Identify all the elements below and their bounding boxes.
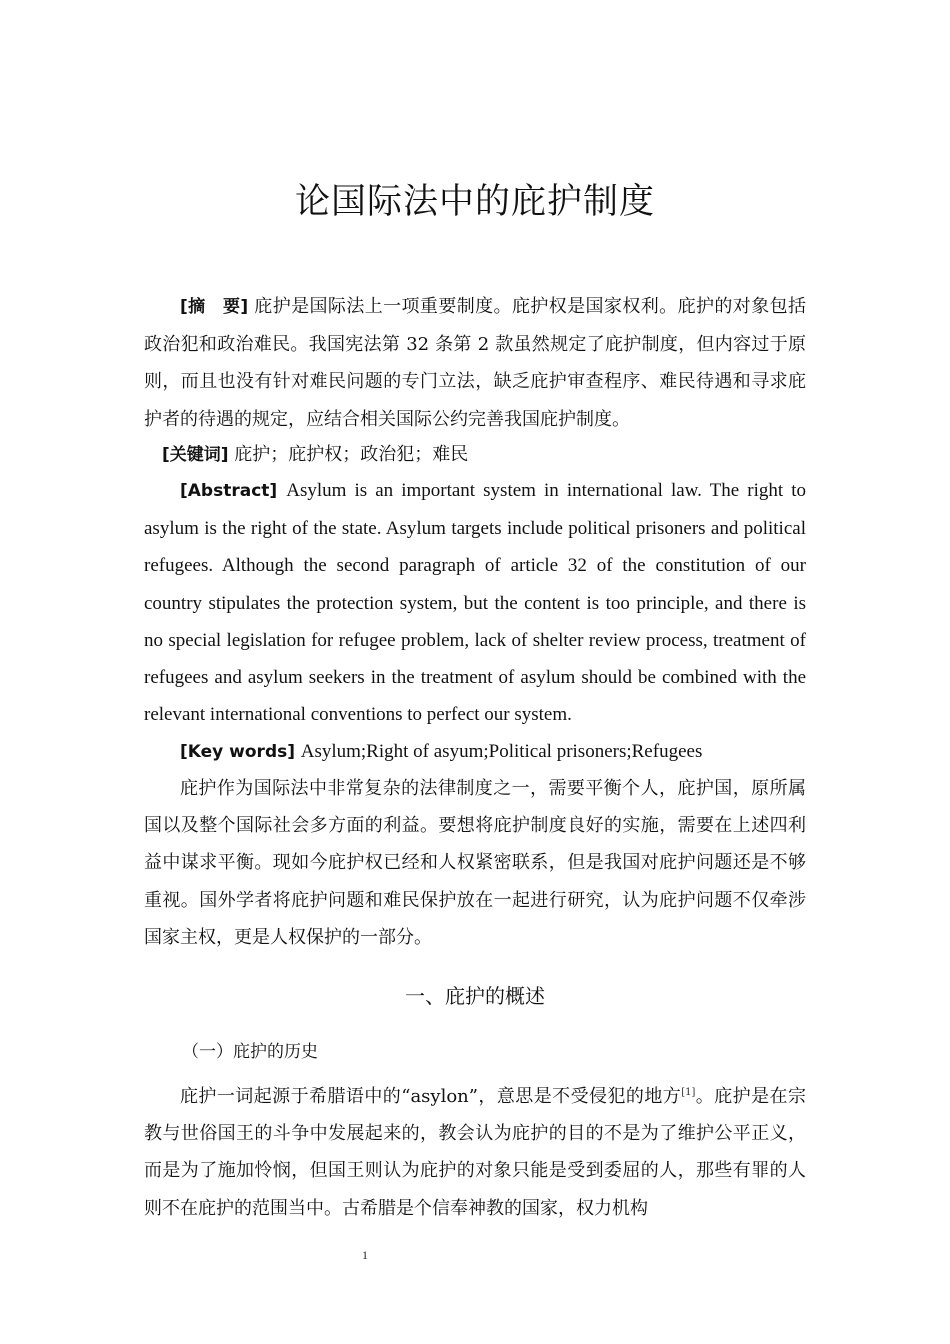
keywords-cn — [144, 436, 806, 474]
intro-paragraph: 庇护作为国际法中非常复杂的法律制度之一，需要平衡个人，庇护国，原所属国以及整个国际社会多方面的利益。要想将庇护制度良好的实施，需要在上述四利益中谋求平衡。现如今庇护权已经和人权紧密联系，但是我国对庇护问题还是不够重视。国外学者将庇护问题和难民保护放在一起进行研究，认为庇护问题不仅牵涉国家主权，更是人权保护的一部分。 — [144, 778, 806, 948]
abstract-en-label: [Abstract] — [180, 481, 278, 501]
abstract-cn-label: [摘 要] — [180, 297, 249, 317]
citation-ref[interactable]: [1] — [681, 1087, 696, 1098]
abstract-en-text: Asylum is an important system in international law. The right to asylum is the right of the state. Asylum targets include political prisoners and political refugees. Although the second paragraph of article 32 of the constitution of our country stipulates the protection system, but the content is too principle, and there is no special legislation for refugee problem, lack of shelter review process, treatment of refugees and asylum seekers in the treatment of asylum should be combined with the relevant international conventions to perfect our system. — [144, 480, 806, 726]
keywords-cn-label: [关键词] — [162, 445, 229, 465]
abstract-cn — [144, 288, 806, 438]
keywords-cn-text: 庇护；庇护权；政治犯；难民 — [234, 444, 469, 465]
keywords-en-text: Asylum;Right of asyum;Political prisoners;Refugees — [300, 741, 703, 762]
history-paragraph — [144, 1078, 806, 1227]
subsection-heading: （一）庇护的历史 — [182, 1042, 318, 1062]
page-number: 1 — [362, 1248, 368, 1262]
history-text-start: 庇护一词起源于希腊语中的“asylon”，意思是不受侵犯的地方 — [180, 1086, 682, 1107]
paper-title: 论国际法中的庇护制度 — [294, 182, 655, 222]
abstract-cn-text: 庇护是国际法上一项重要制度。庇护权是国家权利。庇护的对象包括政治犯和政治难民。我国宪法第 32 条第 2 款虽然规定了庇护制度，但内容过于原则，而且也没有针对难民问题的专门立法，缺乏庇护审查程序、难民待遇和寻求庇护者的待遇的规定，应结合相关国际公约完善我国庇护制度。 — [144, 296, 806, 430]
keywords-en — [144, 733, 806, 771]
history-text-end: 。庇护是在宗教与世俗国王的斗争中发展起来的，教会认为庇护的目的不是为了维护公平正义，而是为了施加怜悯，但国王则认为庇护的对象只能是受到委屈的人，那些有罪的人则不在庇护的范围当中。古希腊是个信奉神教的国家，权力机构 — [144, 1086, 806, 1219]
section-heading: 一、庇护的概述 — [405, 984, 545, 1008]
abstract-en — [144, 472, 806, 733]
keywords-en-label: [Key words] — [180, 742, 295, 762]
